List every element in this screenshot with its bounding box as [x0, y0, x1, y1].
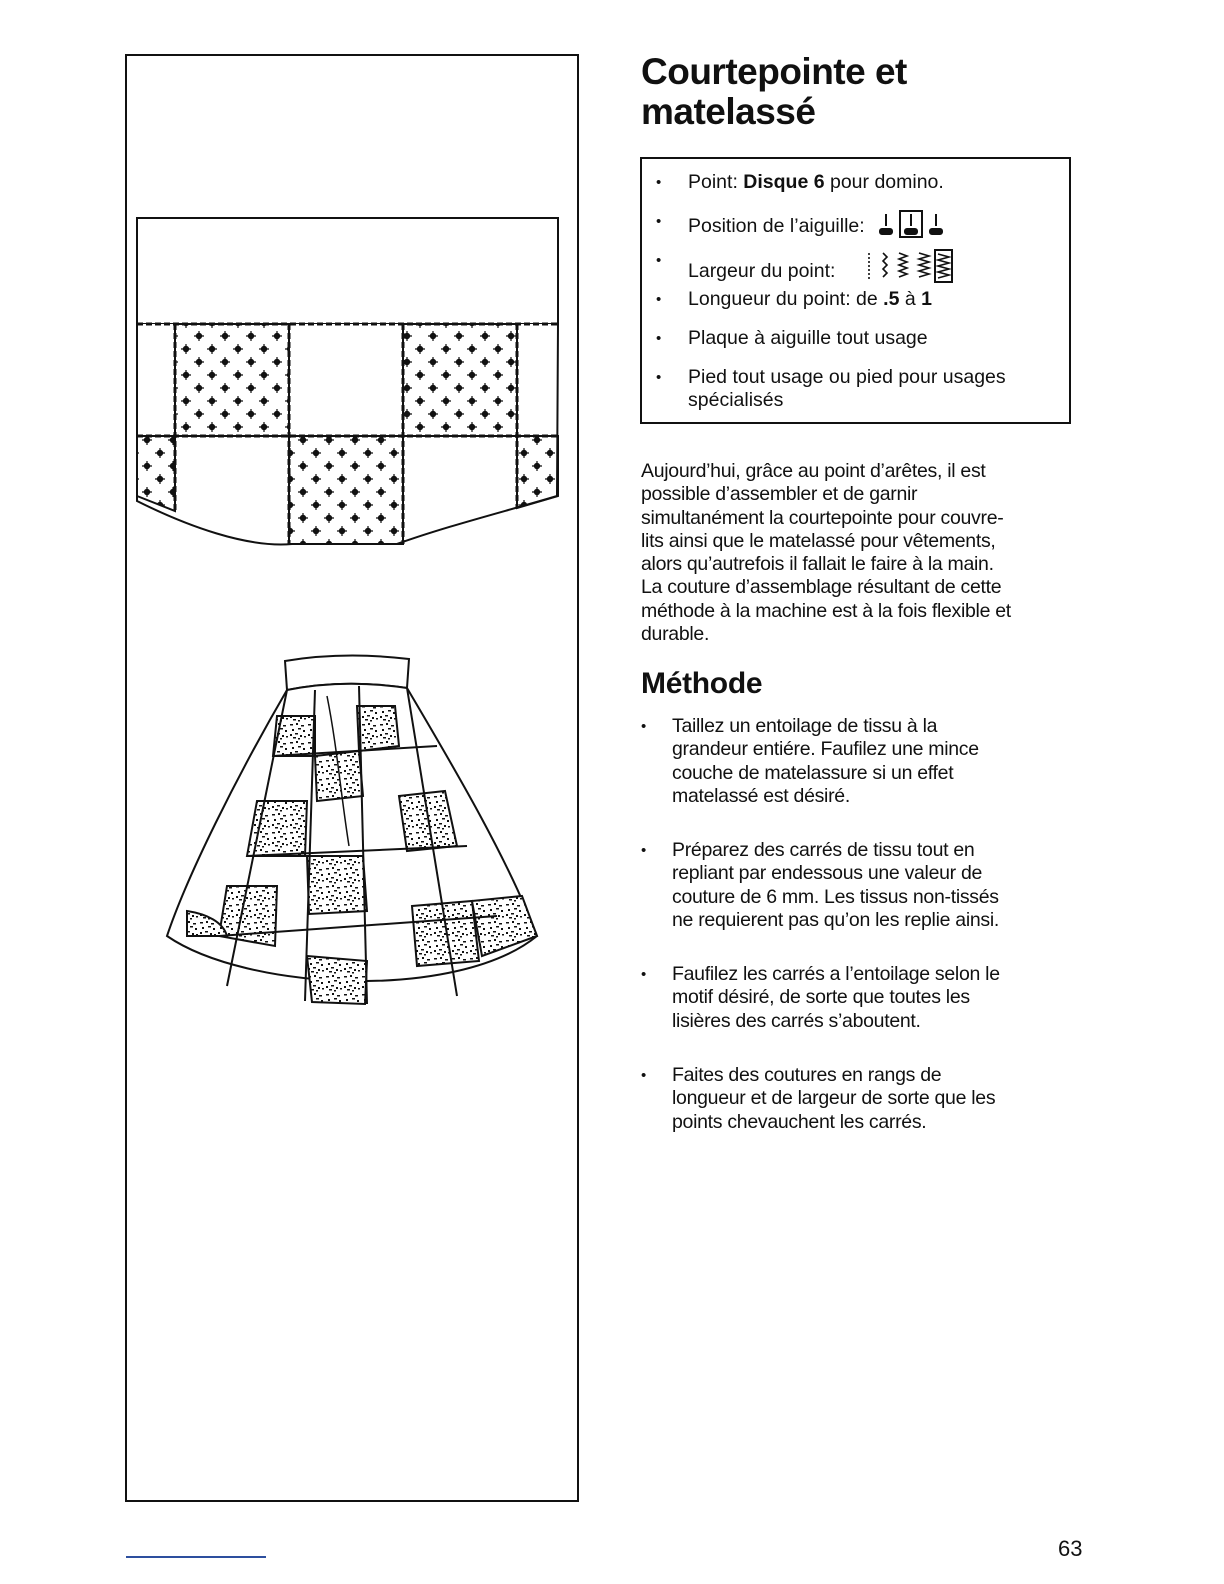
method-step-3: [641, 963, 1051, 1033]
step-line: Faufilez les carrés a l’entoilage selon le: [672, 963, 1000, 985]
step-line: grandeur entiére. Faufilez une mince: [672, 738, 979, 761]
section-title-methode: Méthode: [641, 667, 763, 700]
intro-line: La couture d’assemblage résultant de cette: [641, 576, 1002, 599]
setting-needle-position-label: Position de l’aiguille:: [688, 215, 865, 237]
bullet: •: [641, 842, 646, 859]
setting-stitch-prefix: Point:: [688, 171, 744, 193]
quilt-illustration: [137, 218, 558, 544]
setting-stitch-bold: Disque 6: [743, 171, 825, 193]
setting-stitch-suffix: pour domino.: [824, 171, 944, 193]
intro-line: durable.: [641, 623, 710, 646]
footer-rule: [126, 1556, 266, 1558]
bullet: •: [656, 252, 662, 269]
step-line: repliant par endessous une valeur de: [672, 862, 983, 885]
step-line: ne requierent pas qu’on les replie ainsi.: [672, 908, 999, 931]
intro-line: lits ainsi que le matelassé pour vêtements,: [641, 529, 996, 552]
step-line: motif désiré, de sorte que toutes les: [672, 986, 970, 1009]
setting-needle-position: [656, 210, 944, 238]
setting-presser-foot-line-2: spécialisés: [688, 389, 784, 411]
step-line: Taillez un entoilage de tissu à la: [672, 715, 938, 737]
stitch-width-icon: [863, 249, 953, 283]
bullet: •: [656, 291, 662, 308]
intro-line: méthode à la machine est à la fois flexible et: [641, 599, 1011, 622]
step-line: Faites des coutures en rangs de: [672, 1064, 942, 1086]
intro-line: possible d’assembler et de garnir: [641, 483, 918, 506]
method-step-1: [641, 715, 1051, 808]
bullet: •: [656, 174, 662, 191]
setting-stitch-width-label: Largeur du point:: [688, 260, 836, 282]
step-line: lisières des carrés s’aboutent.: [672, 1009, 921, 1032]
step-line: longueur et de largeur de sorte que les: [672, 1087, 996, 1110]
setting-needle-plate: [656, 327, 928, 350]
intro-paragraph: [641, 460, 1051, 646]
setting-stitch-length-sep: à: [899, 288, 922, 310]
step-line: Préparez des carrés de tissu tout en: [672, 839, 975, 861]
intro-line: alors qu’autrefois il fallait le faire à la main.: [641, 553, 994, 576]
title-line-1: Courtepointe et: [641, 51, 907, 92]
setting-stitch-length-prefix: Longueur du point: de: [688, 288, 884, 310]
bullet: •: [641, 966, 646, 983]
method-step-2: [641, 839, 1051, 932]
setting-stitch: [656, 171, 944, 194]
setting-stitch-length-max: 1: [921, 288, 932, 310]
setting-presser-foot: [656, 366, 1006, 412]
skirt-illustration: [167, 655, 537, 1004]
page-number: 63: [1058, 1536, 1083, 1561]
intro-line: simultanément la courtepointe pour couvre-: [641, 506, 1004, 529]
settings-box: [640, 157, 1071, 424]
illustration-panel: [125, 54, 579, 1502]
title-line-2: matelassé: [641, 91, 816, 132]
intro-line: Aujourd’hui, grâce au point d’arêtes, il est: [641, 460, 986, 482]
step-line: couture de 6 mm. Les tissus non-tissés: [672, 885, 999, 908]
bullet: •: [641, 1067, 646, 1084]
setting-presser-foot-line-1: Pied tout usage ou pied pour usages: [688, 366, 1006, 388]
setting-stitch-width: [656, 249, 953, 283]
bullet: •: [656, 213, 662, 230]
step-line: points chevauchent les carrés.: [672, 1110, 927, 1133]
page-title: [641, 52, 1081, 132]
step-line: couche de matelassure si un effet: [672, 761, 954, 784]
setting-stitch-length-min: .5: [883, 288, 900, 310]
step-line: matelassé est désiré.: [672, 784, 850, 807]
needle-position-icon: [878, 210, 944, 238]
bullet: •: [656, 369, 662, 386]
method-step-4: [641, 1064, 1051, 1134]
setting-needle-plate-label: Plaque à aiguille tout usage: [688, 327, 928, 349]
bullet: •: [656, 330, 662, 347]
illustration-svg: [127, 56, 581, 1504]
bullet: •: [641, 718, 646, 735]
setting-stitch-length: [656, 288, 932, 311]
